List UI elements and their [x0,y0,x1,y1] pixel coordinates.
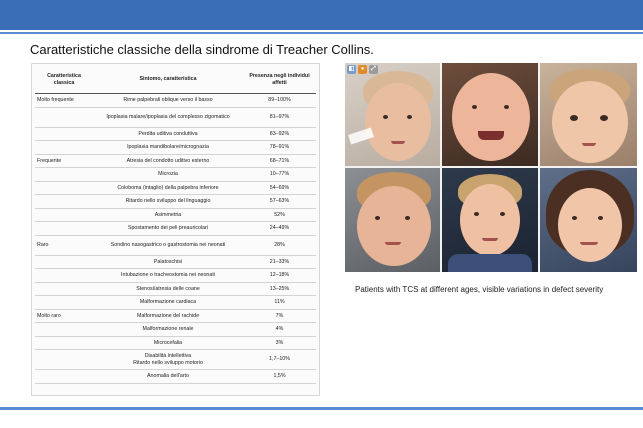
prevalence-cell: 89–100% [243,94,316,108]
symptom-cell: Microzia [93,168,243,182]
category-cell: Molto frequente [35,94,93,108]
prevalence-cell: 57–63% [243,195,316,209]
category-cell [35,323,93,337]
category-cell [35,350,93,370]
image-tool-icon[interactable]: ◧ [348,66,355,72]
photo-toddler-1 [345,168,440,272]
category-cell [35,255,93,269]
table-row [35,323,316,337]
slide-title: Caratteristiche classiche della sindrome di Treacher Collins. [30,42,374,57]
column-header: Presenza negli individui affetti [243,66,316,94]
symptom-cell: Ritardo nello sviluppo del linguaggio [93,195,243,209]
image-toolbar [347,65,378,74]
photo-child [540,168,637,272]
symptom-table-panel [31,63,320,396]
patient-photo-grid [345,63,637,272]
symptom-cell: Sondino nasogastrico o gastrostomia nei neonati [93,235,243,255]
category-cell [35,107,93,127]
table-row [35,222,316,236]
footer-divider [0,407,643,410]
prevalence-cell: 78–91% [243,141,316,155]
category-cell [35,127,93,141]
symptom-cell: Asimmetria [93,208,243,222]
table-row [35,94,316,108]
table-row [35,309,316,323]
header-divider [0,32,643,34]
prevalence-cell: 28% [243,235,316,255]
symptom-cell: Disabilità intellettiva Ritardo nello sviluppo motorio [93,350,243,370]
category-cell [35,208,93,222]
table-row [35,141,316,155]
symptom-cell: Perdita uditiva conduttiva [93,127,243,141]
prevalence-cell: 52% [243,208,316,222]
table-row [35,127,316,141]
prevalence-cell: 7% [243,309,316,323]
photo-infant-1 [345,63,440,166]
image-edit-icon[interactable]: ● [358,65,367,74]
prevalence-cell: 10–77% [243,168,316,182]
symptom-cell: Atresia del condotto uditivo esterno [93,154,243,168]
symptom-cell: Malformazione cardiaca [93,296,243,310]
category-cell [35,282,93,296]
photo-infant-2 [442,63,538,166]
symptom-cell: Intubazione o tracheostomia nei neonati [93,269,243,283]
category-cell [35,181,93,195]
column-header: Caratteristica classica [35,66,93,94]
prevalence-cell: 11% [243,296,316,310]
prevalence-cell: 13–25% [243,282,316,296]
category-cell [35,222,93,236]
photo-toddler-2 [442,168,538,272]
header-bar [0,0,643,30]
category-cell: Frequente [35,154,93,168]
symptom-cell: Palatoschisi [93,255,243,269]
table-row [35,195,316,209]
prevalence-cell: 1,7–10% [243,350,316,370]
prevalence-cell: 1,5% [243,370,316,384]
prevalence-cell: 24–49% [243,222,316,236]
image-expand-icon[interactable]: ⤢ [369,65,378,74]
category-cell [35,296,93,310]
symptom-cell: Spostamento dei peli preauricolari [93,222,243,236]
prevalence-cell: 54–69% [243,181,316,195]
prevalence-cell: 3% [243,336,316,350]
category-cell: Raro [35,235,93,255]
table-row [35,269,316,283]
table-row [35,154,316,168]
symptom-table [35,66,316,384]
symptom-cell: Ipoplasia mandibolare/micrognazia [93,141,243,155]
table-row [35,336,316,350]
category-cell [35,195,93,209]
category-cell [35,168,93,182]
prevalence-cell: 83–92% [243,127,316,141]
category-cell [35,269,93,283]
symptom-cell: Anomalia dell'arto [93,370,243,384]
category-cell: Molto raro [35,309,93,323]
table-row [35,107,316,127]
prevalence-cell: 81–97% [243,107,316,127]
photo-infant-3 [540,63,637,166]
photo-caption: Patients with TCS at different ages, visible variations in defect severity [355,285,604,294]
category-cell [35,370,93,384]
table-row [35,282,316,296]
symptom-cell: Microcefalia [93,336,243,350]
table-row [35,181,316,195]
table-row [35,350,316,370]
prevalence-cell: 68–71% [243,154,316,168]
table-row [35,208,316,222]
symptom-cell: Coloboma (intaglio) della palpebra inferiore [93,181,243,195]
table-row [35,255,316,269]
table-row [35,296,316,310]
symptom-cell: Rime palpebrali oblique verso il basso [93,94,243,108]
symptom-cell: Malformazione renale [93,323,243,337]
prevalence-cell: 21–33% [243,255,316,269]
symptom-cell: Malformazione del rachide [93,309,243,323]
table-row [35,370,316,384]
category-cell [35,141,93,155]
table-header-row [35,66,316,94]
symptom-cell: Ipoplasia malare/ipoplasia del complesso zigomatico [93,107,243,127]
table-row [35,168,316,182]
symptom-cell: Stenosi/atresia delle coane [93,282,243,296]
prevalence-cell: 12–18% [243,269,316,283]
column-header: Sintomo, caratteristica [93,66,243,94]
table-row [35,235,316,255]
prevalence-cell: 4% [243,323,316,337]
category-cell [35,336,93,350]
